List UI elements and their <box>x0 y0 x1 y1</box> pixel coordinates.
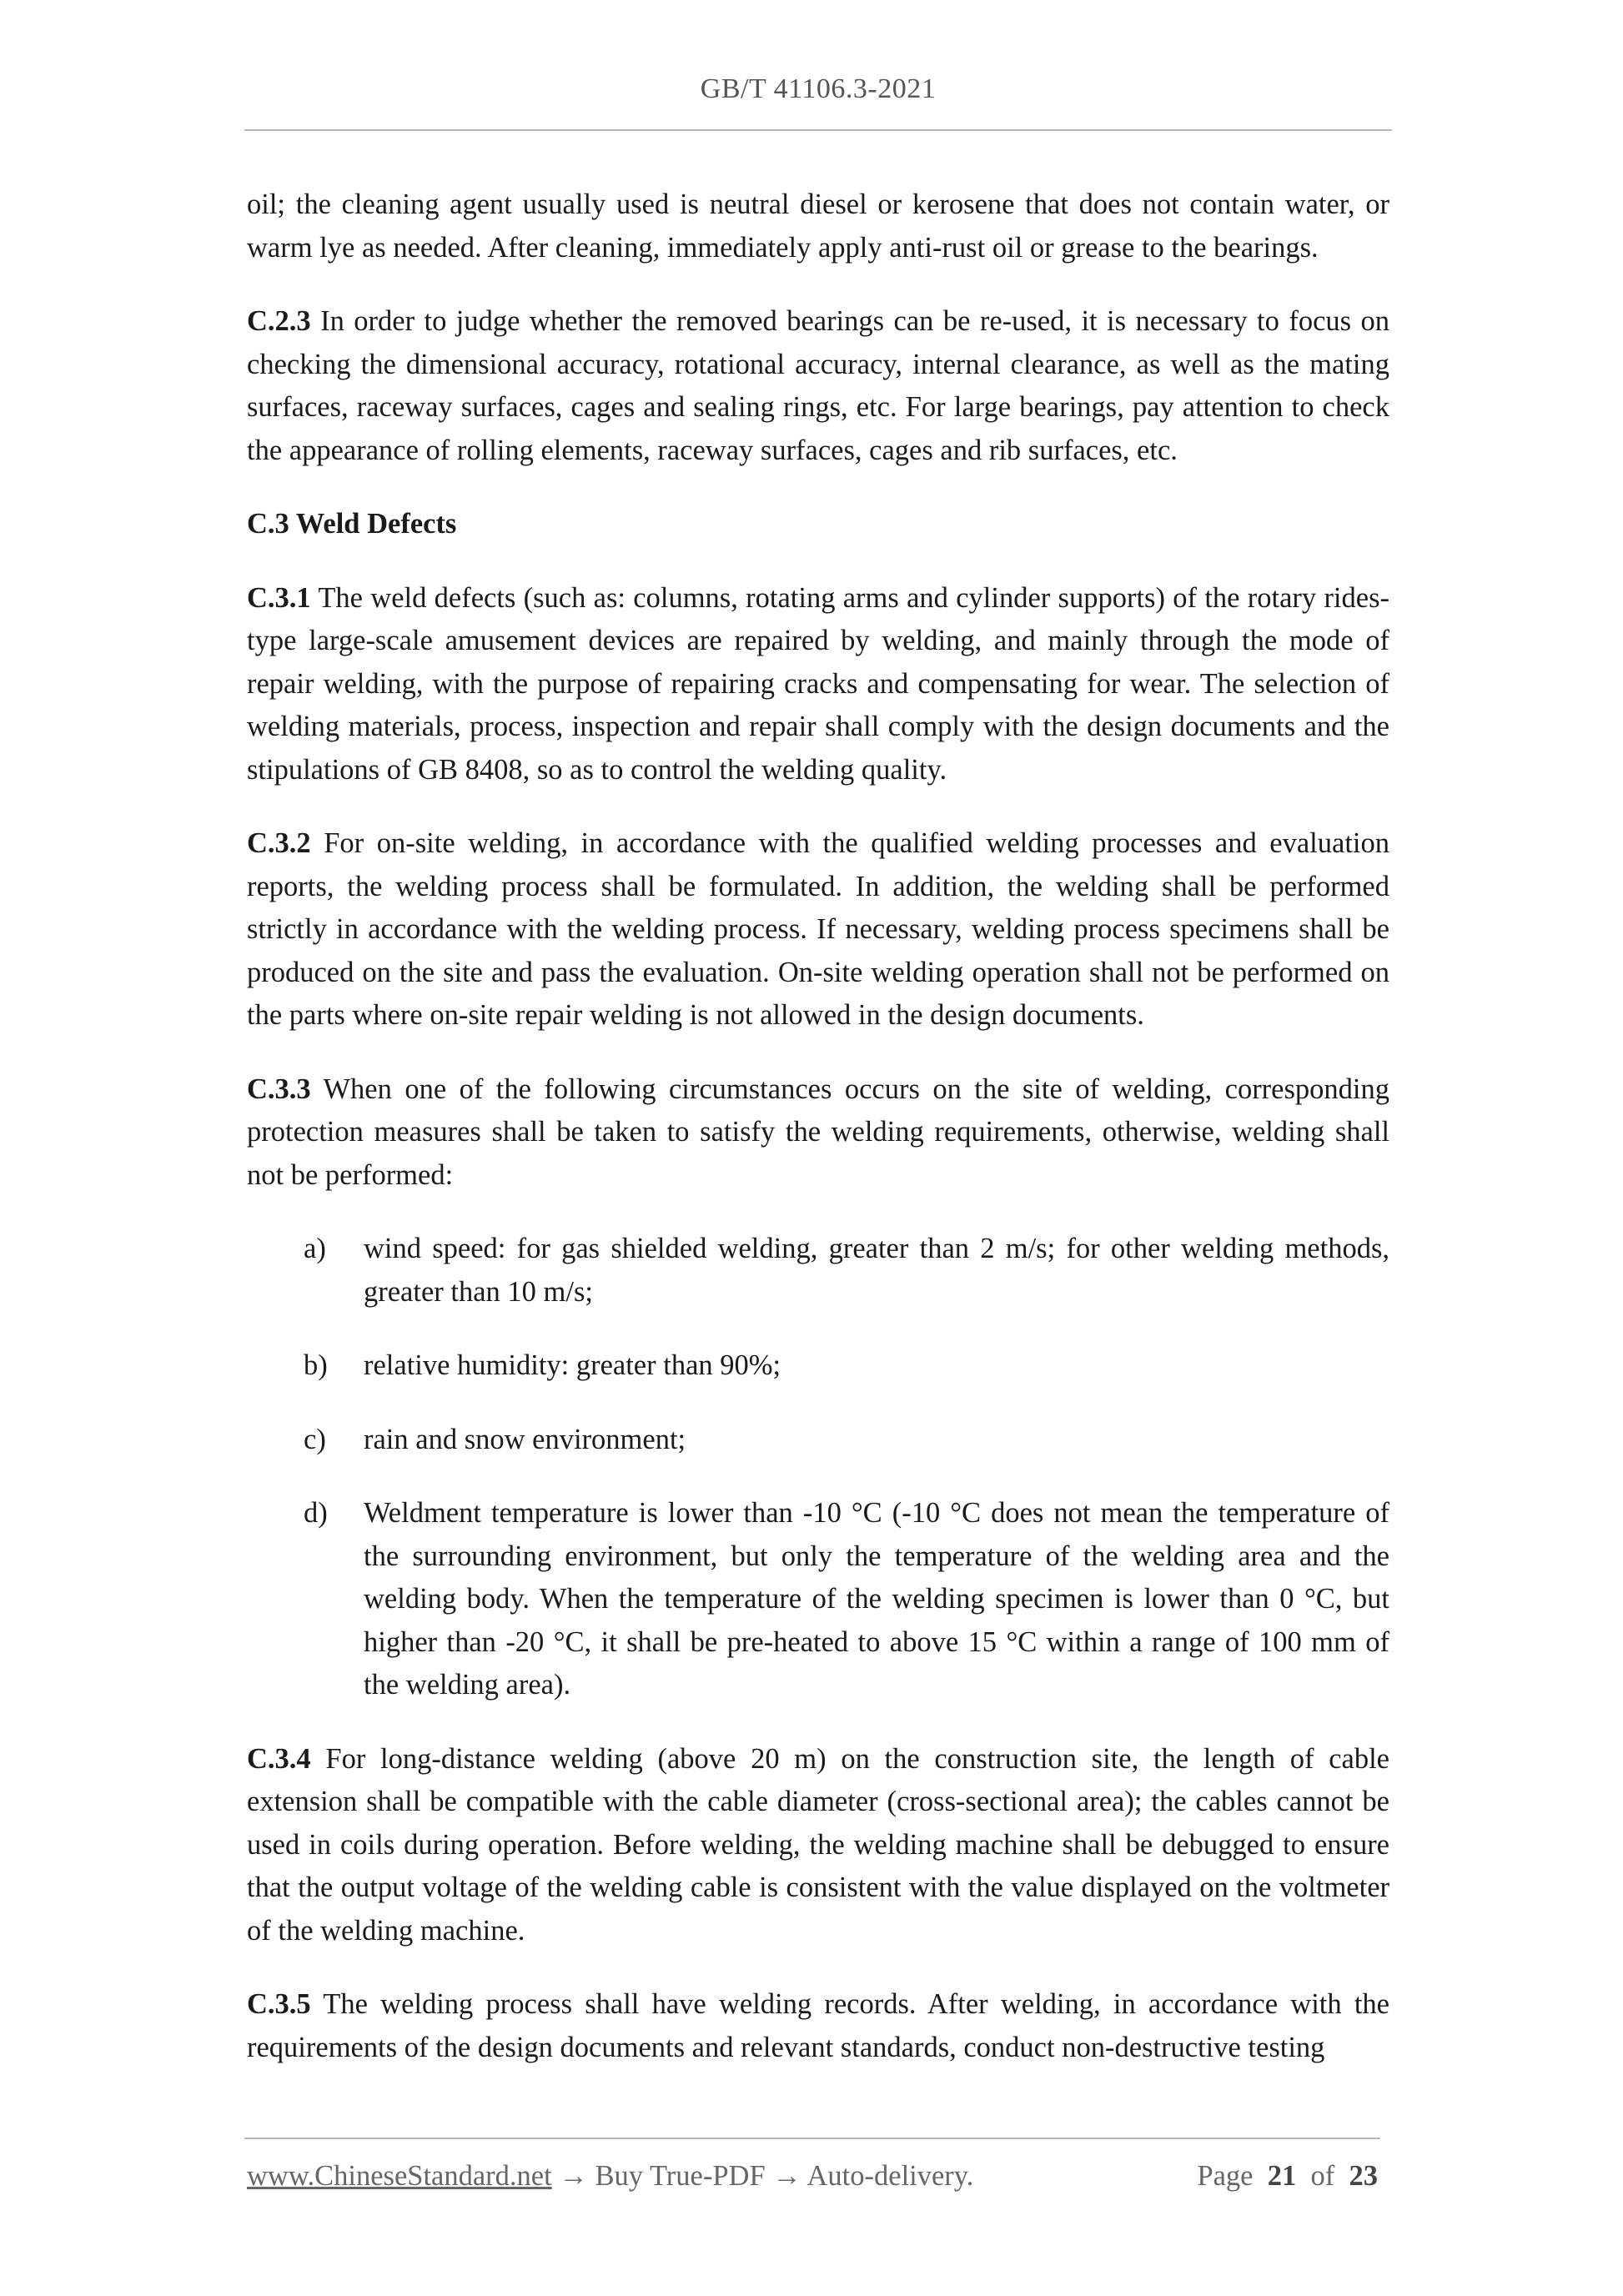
page-indicator <box>1197 2160 1378 2193</box>
arrow-right-icon: → <box>551 2160 595 2192</box>
clause-c-3-4 <box>247 1738 1389 1953</box>
list-item <box>247 1419 1389 1462</box>
list-item-text: Weldment temperature is lower than -10 °C (-10 °C does not mean the temperature of the surrounding environment, but only the temperature of the welding area and the welding body. When the temperature of the welding specimen is lower than 0 °C, but higher than -20 °C, it shall be pre-heated to above 15 °C within a range of 100 mm of the welding area). <box>364 1497 1389 1701</box>
header-divider <box>244 129 1392 131</box>
paragraph-intro: oil; the cleaning agent usually used is neutral diesel or kerosene that does not contain water, or warm lye as needed. After cleaning, immediately apply anti-rust oil or grease to the bearings. <box>247 188 1389 264</box>
footer-promo <box>247 2160 973 2193</box>
list-item-text: wind speed: for gas shielded welding, greater than 2 m/s; for other welding methods, greater than 10 m/s; <box>364 1233 1389 1308</box>
list-item <box>247 1492 1389 1707</box>
list-item <box>247 1228 1389 1314</box>
footer-divider <box>244 2138 1380 2139</box>
clause-number: C.3.4 <box>247 1742 311 1775</box>
clause-text: The welding process shall have welding records. After welding, in accordance with the requirements of the design documents and relevant standards, conduct non-destructive testing <box>247 1988 1389 2063</box>
clause-text: For on-site welding, in accordance with the qualified welding processes and evaluation reports, the welding process shall be formulated. In addition, the welding shall be performed strictly in accordance with the welding process. If necessary, welding process specimens shall be produced on the site and pass the evaluation. On-site welding operation shall not be performed on the parts where on-site repair welding is not allowed in the design documents. <box>247 827 1389 1031</box>
arrow-right-icon: → <box>765 2160 807 2192</box>
clause-c-2-3 <box>247 300 1389 472</box>
section-heading-c3: C.3 Weld Defects <box>247 508 457 540</box>
page-content <box>247 183 1389 2100</box>
of-label: of <box>1310 2160 1335 2192</box>
list-item <box>247 1344 1389 1388</box>
list-marker: b) <box>304 1349 328 1381</box>
clause-number: C.3.1 <box>247 581 311 614</box>
current-page-number: 21 <box>1267 2160 1297 2192</box>
clause-number: C.3.5 <box>247 1988 311 2020</box>
total-pages-number: 23 <box>1349 2160 1378 2192</box>
clause-text: In order to judge whether the removed bearings can be re-used, it is necessary to focus on checking the dimensional accuracy, rotational accuracy, internal clearance, as well as the mating surfaces, raceway surfaces, cages and sealing rings, etc. For large bearings, pay attention to check the appearance of rolling elements, raceway surfaces, cages and rib surfaces, etc. <box>247 305 1389 466</box>
list-marker: c) <box>304 1423 326 1455</box>
list-item-text: rain and snow environment; <box>364 1423 686 1455</box>
clause-text: The weld defects (such as: columns, rotating arms and cylinder supports) of the rotary rides-type large-scale amusement devices are repaired by welding, and mainly through the mode of repair welding, with the purpose of repairing cracks and compensating for wear. The selection of welding materials, process, inspection and repair shall comply with the design documents and the stipulations of GB 8408, so as to control the welding quality. <box>247 581 1389 786</box>
list-marker: a) <box>304 1233 326 1264</box>
clause-text: When one of the following circumstances occurs on the site of welding, corresponding protection measures shall be taken to satisfy the welding requirements, otherwise, welding shall not be performed: <box>247 1073 1389 1191</box>
clause-c-3-5 <box>247 1983 1389 2069</box>
list-item-text: relative humidity: greater than 90%; <box>364 1349 781 1381</box>
clause-text: For long-distance welding (above 20 m) on the construction site, the length of cable extension shall be compatible with the cable diameter (cross-sectional area); the cables cannot be used in coils during operation. Before welding, the welding machine shall be debugged to ensure that the output voltage of the welding cable is consistent with the value displayed on the voltmeter of the welding machine. <box>247 1742 1389 1947</box>
site-link[interactable]: www.ChineseStandard.net <box>247 2160 552 2192</box>
list-marker: d) <box>304 1497 328 1529</box>
clause-number: C.2.3 <box>247 305 311 337</box>
clause-number: C.3.2 <box>247 827 311 859</box>
clause-c-3-2 <box>247 822 1389 1037</box>
clause-c-3-1 <box>247 577 1389 792</box>
document-header: GB/T 41106.3-2021 <box>700 73 937 104</box>
delivery-text: Auto-delivery. <box>806 2160 974 2192</box>
buy-pdf-text: Buy True-PDF <box>595 2160 766 2192</box>
clause-c-3-3 <box>247 1068 1389 1198</box>
conditions-list <box>247 1228 1389 1707</box>
clause-number: C.3.3 <box>247 1073 311 1105</box>
page-label: Page <box>1197 2160 1254 2192</box>
